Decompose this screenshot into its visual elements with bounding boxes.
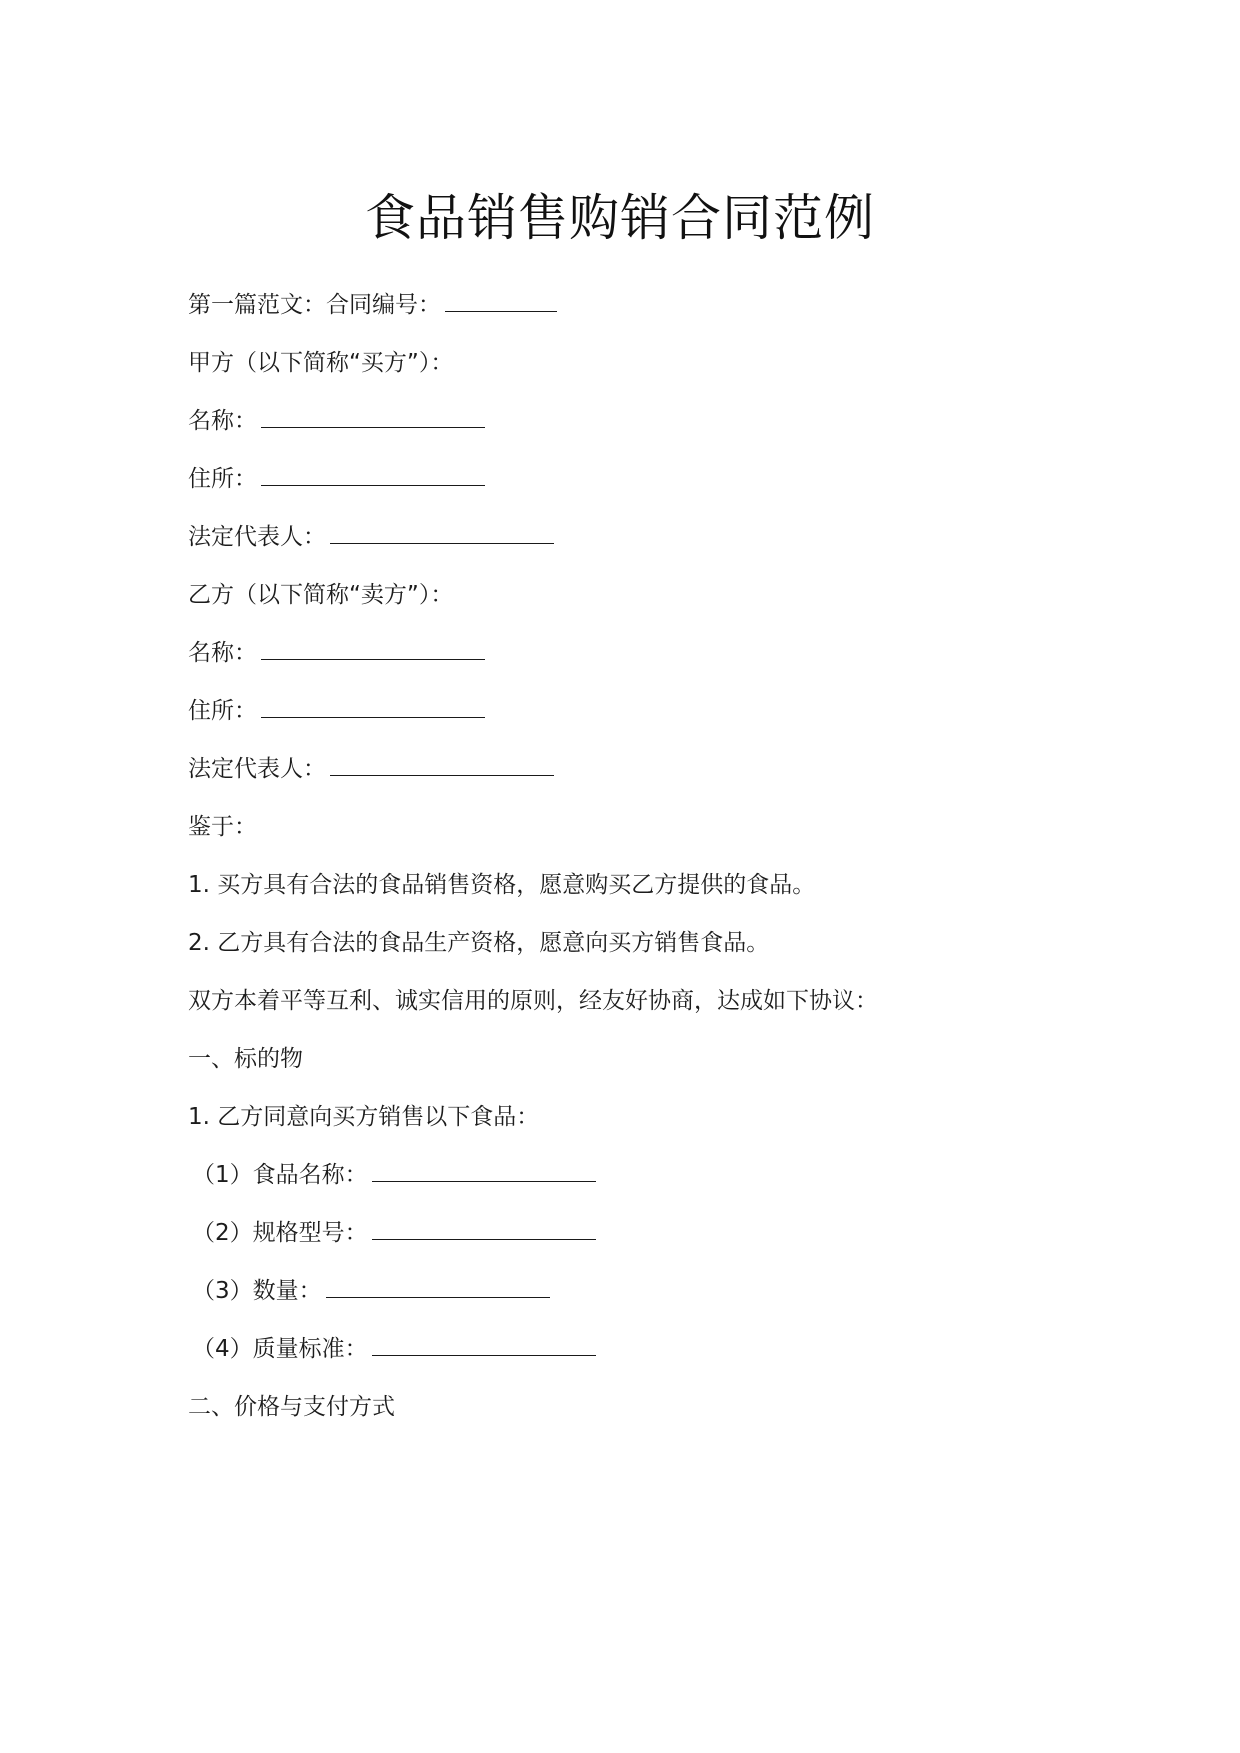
agreement-intro: 双方本着平等互利、诚实信用的原则，经友好协商，达成如下协议：: [188, 988, 878, 1014]
item-spec-line: [192, 1217, 596, 1249]
party-a-heading: 甲方（以下简称“买方”）：: [188, 350, 454, 376]
party-b-name-blank[interactable]: [261, 639, 485, 660]
party-b-address-label: 住所：: [188, 698, 257, 724]
item-food-name-label: （1）食品名称：: [192, 1162, 368, 1188]
item-food-name-blank[interactable]: [372, 1161, 596, 1182]
contract-number-label: 第一篇范文：合同编号：: [188, 292, 441, 318]
party-a-name-label: 名称：: [188, 408, 257, 434]
item-quantity-label: （3）数量：: [192, 1278, 322, 1304]
party-b-address-blank[interactable]: [261, 697, 485, 718]
item-quality-line: [192, 1333, 596, 1365]
party-b-address-line: [188, 695, 485, 727]
party-a-name-blank[interactable]: [261, 407, 485, 428]
party-b-legal-rep-blank[interactable]: [330, 755, 554, 776]
party-a-legal-rep-blank[interactable]: [330, 523, 554, 544]
party-b-name-line: [188, 637, 485, 669]
item-spec-label: （2）规格型号：: [192, 1220, 368, 1246]
whereas-item-2: 2. 乙方具有合法的食品生产资格，愿意向买方销售食品。: [188, 930, 770, 956]
section-1-clause-1: 1. 乙方同意向买方销售以下食品：: [188, 1104, 540, 1130]
item-quantity-line: [192, 1275, 550, 1307]
party-a-legal-rep-line: [188, 521, 554, 553]
section-1-heading: 一、标的物: [188, 1046, 303, 1072]
item-spec-blank[interactable]: [372, 1219, 596, 1240]
party-a-name-line: [188, 405, 485, 437]
party-b-legal-rep-line: [188, 753, 554, 785]
item-quality-blank[interactable]: [372, 1335, 596, 1356]
item-food-name-line: [192, 1159, 596, 1191]
section-2-heading: 二、价格与支付方式: [188, 1394, 395, 1420]
document-title: 食品销售购销合同范例: [365, 189, 875, 247]
item-quality-label: （4）质量标准：: [192, 1336, 368, 1362]
party-b-heading: 乙方（以下简称“卖方”）：: [188, 582, 454, 608]
party-a-legal-rep-label: 法定代表人：: [188, 524, 326, 550]
whereas-item-1: 1. 买方具有合法的食品销售资格，愿意购买乙方提供的食品。: [188, 872, 816, 898]
party-a-address-label: 住所：: [188, 466, 257, 492]
party-b-name-label: 名称：: [188, 640, 257, 666]
party-a-address-blank[interactable]: [261, 465, 485, 486]
contract-number-line: [188, 289, 557, 321]
contract-number-blank[interactable]: [445, 291, 557, 312]
whereas-label: 鉴于：: [188, 814, 257, 840]
party-a-address-line: [188, 463, 485, 495]
party-b-legal-rep-label: 法定代表人：: [188, 756, 326, 782]
item-quantity-blank[interactable]: [326, 1277, 550, 1298]
